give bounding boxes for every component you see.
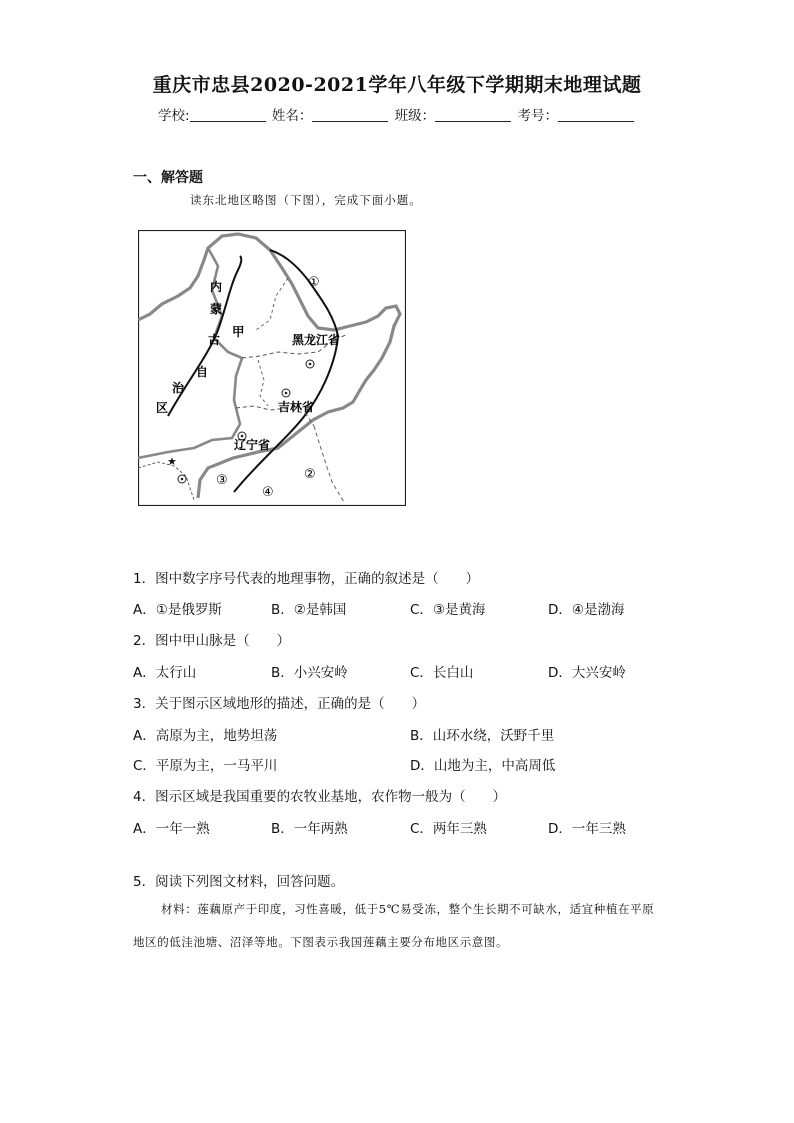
question-3-stem: 3．关于图示区域地形的描述，正确的是（ ） bbox=[133, 696, 426, 712]
intro-text: 读东北地区略图（下图），完成下面小题。 bbox=[190, 193, 422, 207]
map-label-liaoning: 辽宁省 bbox=[234, 438, 271, 452]
q4-option-c[interactable]: C．两年三熟 bbox=[410, 821, 487, 837]
map-label-jia: 甲 bbox=[232, 324, 245, 339]
school-blank[interactable] bbox=[190, 107, 266, 122]
city-tianjin-icon bbox=[178, 475, 186, 483]
beijing-star-icon: ★ bbox=[167, 455, 177, 468]
q1-option-c[interactable]: C．③是黄海 bbox=[410, 602, 486, 618]
q3-option-d[interactable]: D．山地为主，中高周低 bbox=[410, 758, 556, 774]
map-label-nei: 内 bbox=[210, 280, 223, 294]
q3-option-b[interactable]: B．山环水绕，沃野千里 bbox=[410, 728, 555, 744]
name-blank[interactable] bbox=[312, 107, 388, 122]
map-label-4: ④ bbox=[262, 485, 274, 500]
q1-option-b[interactable]: B．②是韩国 bbox=[271, 602, 347, 618]
q4-option-b[interactable]: B．一年两熟 bbox=[271, 821, 348, 837]
northeast-china-map bbox=[138, 230, 406, 506]
q4-option-a[interactable]: A．一年一熟 bbox=[133, 821, 210, 837]
q3-option-c[interactable]: C．平原为主，一马平川 bbox=[133, 758, 278, 774]
q2-option-a[interactable]: A．太行山 bbox=[133, 665, 197, 681]
map-label-zhi: 治 bbox=[172, 381, 185, 395]
name-label: 姓名： bbox=[271, 108, 313, 124]
question-4-stem: 4．图示区域是我国重要的农牧业基地，农作物一般为（ ） bbox=[133, 789, 507, 805]
exam-number-label: 考号： bbox=[517, 108, 558, 124]
q3-option-a[interactable]: A．高原为主，地势坦荡 bbox=[133, 728, 278, 744]
map-label-1: ① bbox=[308, 275, 320, 290]
page-title: 重庆市忠县2020-2021学年八年级下学期期末地理试题 bbox=[152, 74, 642, 96]
map-label-meng: 蒙 bbox=[210, 302, 223, 316]
map-label-gu: 古 bbox=[208, 333, 221, 347]
exam-number-blank[interactable] bbox=[558, 107, 634, 122]
q4-option-d[interactable]: D．一年三熟 bbox=[548, 821, 626, 837]
school-label: 学校: bbox=[158, 108, 190, 124]
map-label-qu: 区 bbox=[156, 401, 169, 415]
map-frame bbox=[139, 231, 406, 506]
map-label-2: ② bbox=[304, 467, 316, 482]
q5-material-paragraph: 材料：莲藕原产于印度，习性喜暖，低于5℃易受冻，整个生长期不可缺水，适宜种植在平原地区的低洼池塘、沼泽等地。下图表示我国莲藕主要分布地区示意图。 bbox=[133, 902, 655, 949]
question-1-stem: 1．图中数字序号代表的地理事物，正确的叙述是（ ） bbox=[133, 571, 480, 587]
city-changchun-icon bbox=[282, 389, 290, 397]
q1-option-a[interactable]: A．①是俄罗斯 bbox=[133, 602, 222, 618]
city-harbin-icon bbox=[306, 360, 314, 368]
map-label-jilin: 吉林省 bbox=[278, 400, 315, 414]
student-info-line bbox=[0, 104, 794, 124]
map-label-heilongjiang: 黑龙江省 bbox=[292, 333, 341, 347]
section-heading: 一、解答题 bbox=[133, 170, 203, 186]
q2-option-c[interactable]: C．长白山 bbox=[410, 665, 474, 681]
question-2-stem: 2．图中甲山脉是（ ） bbox=[133, 633, 291, 649]
q2-option-d[interactable]: D．大兴安岭 bbox=[548, 665, 626, 681]
q1-option-d[interactable]: D．④是渤海 bbox=[548, 602, 625, 618]
q2-option-b[interactable]: B．小兴安岭 bbox=[271, 665, 348, 681]
map-label-zi: 自 bbox=[196, 365, 209, 379]
question-5-stem: 5．阅读下列图文材料，回答问题。 bbox=[133, 874, 345, 890]
map-label-3: ③ bbox=[216, 473, 228, 488]
class-label: 班级： bbox=[394, 108, 436, 124]
class-blank[interactable] bbox=[435, 107, 511, 122]
